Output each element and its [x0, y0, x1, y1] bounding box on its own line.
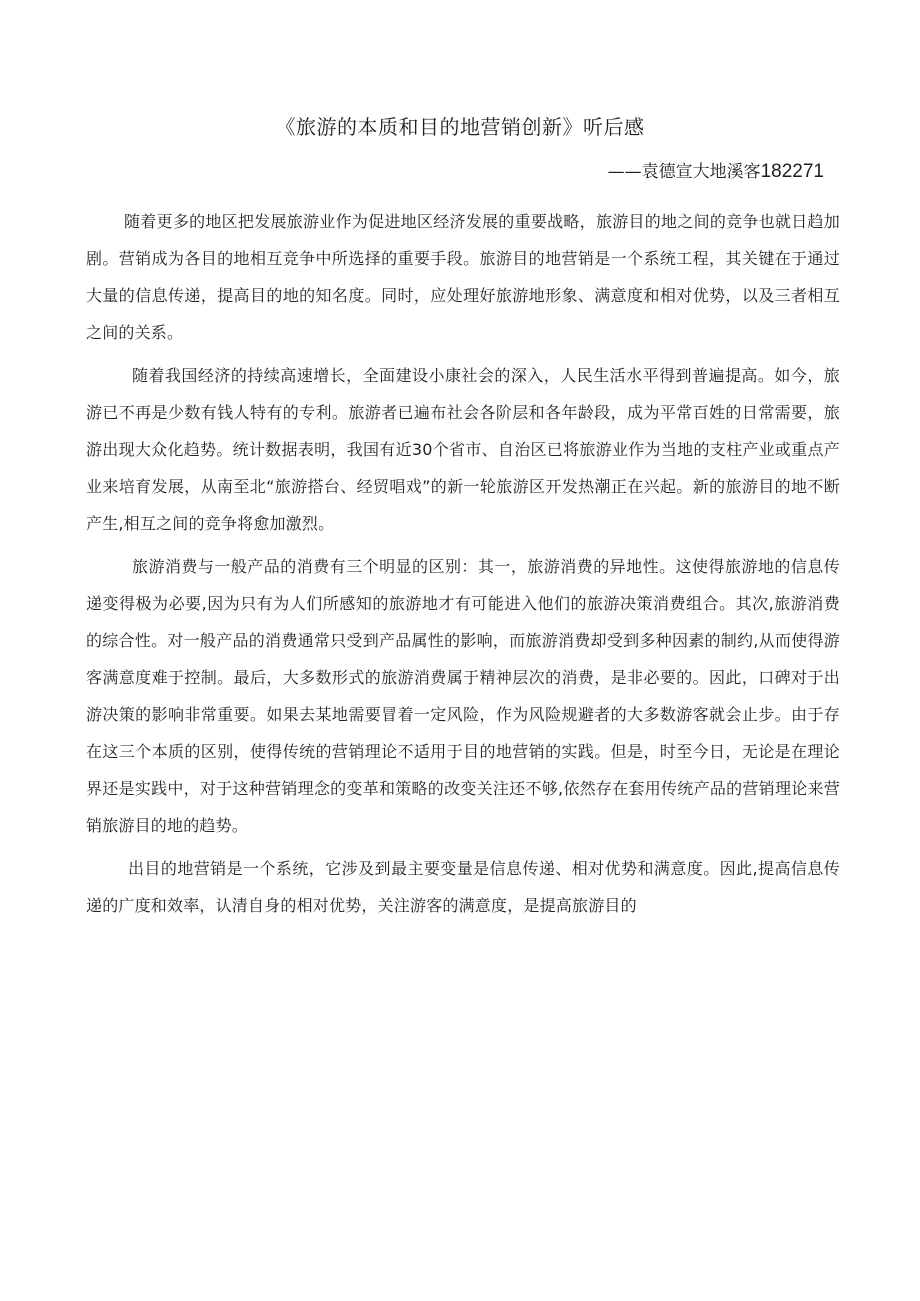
paragraph-1: 随着更多的地区把发展旅游业作为促进地区经济发展的重要战略，旅游目的地之间的竞争也就日趋加剧。营销成为各目的地相互竞争中所选择的重要手段。旅游目的地营销是一个系统工程，其关键在于通过大量的信息传递，提高目的地的知名度。同时，应处理好旅游地形象、满意度和相对优势，以及三者相互之间的关系。 [86, 212, 840, 342]
document-title: 《旅游的本质和目的地营销创新》听后感 [275, 115, 645, 139]
author-name: ——袁德宣大地溪客 [607, 162, 761, 182]
author-byline [608, 160, 824, 184]
paragraph-3: 旅游消费与一般产品的消费有三个明显的区别：其一，旅游消费的异地性。这使得旅游地的信息传递变得极为必要,因为只有为人们所感知的旅游地才有可能进入他们的旅游决策消费组合。其次,旅游消费的综合性。对一般产品的消费通常只受到产品属性的影响，而旅游消费却受到多种因素的制约,从而使得游客满意度难于控制。最后，大多数形式的旅游消费属于精神层次的消费，是非必要的。因此，口碑对于出游决策的影响非常重要。如果去某地需要冒着一定风险，作为风险规避者的大多数游客就会止步。由于存在这三个本质的区别，使得传统的营销理论不适用于目的地营销的实践。但是，时至今日，无论是在理论界还是实践中，对于这种营销理念的变革和策略的改变关注还不够,依然存在套用传统产品的营销理论来营销旅游目的地的趋势。 [86, 557, 840, 835]
paragraph-2: 随着我国经济的持续高速增长，全面建设小康社会的深入，人民生活水平得到普遍提高。如今，旅游已不再是少数有钱人特有的专利。旅游者已遍布社会各阶层和各年龄段，成为平常百姓的日常需要，旅游出现大众化趋势。统计数据表明，我国有近30个省市、自治区已将旅游业作为当地的支柱产业或重点产业来培育发展，从南至北“旅游搭台、经贸唱戏”的新一轮旅游区开发热潮正在兴起。新的旅游目的地不断产生,相互之间的竞争将愈加激烈。 [86, 366, 840, 533]
author-id: 182271 [760, 161, 824, 182]
paragraph-4: 出目的地营销是一个系统，它涉及到最主要变量是信息传递、相对优势和满意度。因此,提高信息传递的广度和效率，认清自身的相对优势，关注游客的满意度，是提高旅游目的 [86, 859, 840, 915]
document-body [86, 203, 840, 930]
